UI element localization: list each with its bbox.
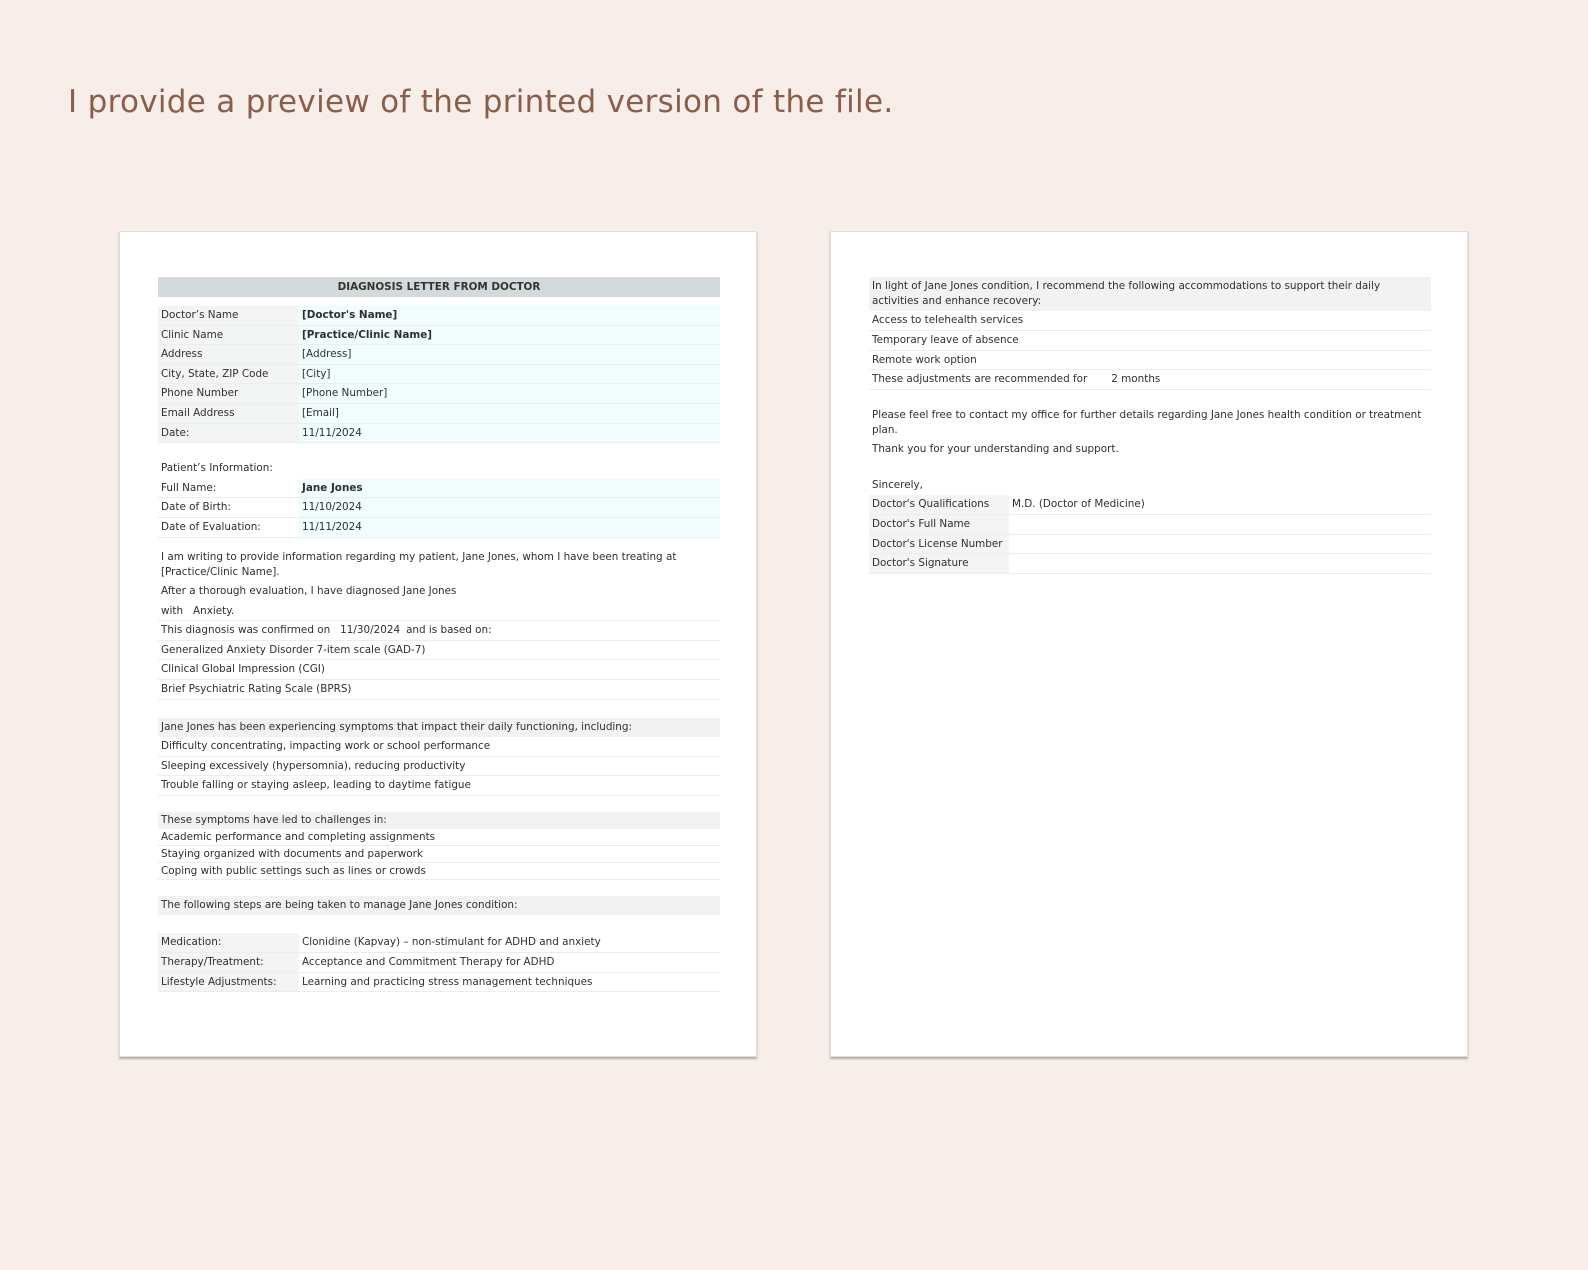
treatment-table: [158, 933, 720, 992]
field-value: [1009, 554, 1431, 573]
field-value: Clonidine (Kapvay) – non-stimulant for ADHD and anxiety: [302, 936, 601, 949]
thanks-line: Thank you for your understanding and support.: [872, 443, 1119, 456]
field-label: Therapy/Treatment:: [158, 953, 299, 972]
duration-value: 2 months: [1111, 373, 1161, 386]
field-label: Address: [158, 345, 299, 364]
field-label: Doctor's Signature: [869, 554, 1009, 573]
signature-row: [869, 535, 1431, 555]
field-value: [Doctor's Name]: [299, 306, 720, 325]
field-value: Learning and practicing stress management techniques: [302, 975, 593, 988]
doctor-row: [158, 404, 720, 424]
signature-row: [869, 515, 1431, 535]
list-item: Trouble falling or staying asleep, leading to daytime fatigue: [158, 776, 720, 796]
letter-title: DIAGNOSIS LETTER FROM DOCTOR: [158, 277, 720, 297]
field-value: [1009, 515, 1431, 534]
with-prefix: with: [161, 604, 184, 617]
field-value: M.D. (Doctor of Medicine): [1012, 498, 1145, 511]
field-label: Medication:: [158, 933, 299, 952]
recommend-intro: In light of Jane Jones condition, I recommend the following accommodations to support their daily activities and enhance recovery:: [869, 277, 1431, 311]
patient-heading: Patient’s Information:: [161, 462, 273, 475]
field-value: 11/11/2024: [299, 424, 720, 443]
field-label: Full Name:: [158, 479, 299, 498]
treatment-row: [158, 973, 720, 993]
field-value: [1009, 535, 1431, 554]
diagnosis-value: Anxiety.: [193, 604, 235, 617]
field-label: City, State, ZIP Code: [158, 365, 299, 384]
patient-row: [158, 498, 720, 518]
field-label: Doctor's Full Name: [869, 515, 1009, 534]
field-value: Acceptance and Commitment Therapy for ADHD: [302, 956, 555, 969]
field-value: Jane Jones: [299, 479, 720, 498]
evaluation-line: After a thorough evaluation, I have diagnosed Jane Jones: [161, 584, 457, 597]
field-label: Doctor’s Name: [158, 306, 299, 325]
treatment-row: [158, 933, 720, 953]
doctor-row: [158, 326, 720, 346]
list-item: Sleeping excessively (hypersomnia), reducing productivity: [158, 757, 720, 777]
confirmed-suffix: and is based on:: [406, 624, 492, 637]
doctor-row: [158, 306, 720, 326]
printed-page-1: [119, 231, 757, 1057]
field-label: Doctor's Qualifications: [869, 495, 1009, 514]
duration-prefix: These adjustments are recommended for: [872, 373, 1088, 386]
list-item: Brief Psychiatric Rating Scale (BPRS): [158, 680, 720, 700]
list-item: Coping with public settings such as lines or crowds: [158, 863, 720, 880]
doctor-row: [158, 384, 720, 404]
list-item: Clinical Global Impression (CGI): [158, 660, 720, 680]
field-label: Email Address: [158, 404, 299, 423]
patient-info-table: [158, 479, 720, 538]
list-item: Generalized Anxiety Disorder 7-item scale (GAD-7): [158, 641, 720, 661]
letter-sheet-2: [869, 277, 1431, 574]
confirmed-date: 11/30/2024: [340, 624, 401, 637]
doctor-row: [158, 424, 720, 444]
field-value: [Practice/Clinic Name]: [299, 326, 720, 345]
field-value: 11/10/2024: [299, 498, 720, 517]
field-value: [Email]: [299, 404, 720, 423]
list-item: Temporary leave of absence: [869, 331, 1431, 351]
doctor-info-table: [158, 306, 720, 443]
field-value: 11/11/2024: [299, 518, 720, 537]
field-label: Date:: [158, 424, 299, 443]
intro-paragraph: I am writing to provide information regarding my patient, Jane Jones, whom I have been treating at [Practice/Clinic Name].: [161, 550, 677, 578]
list-item: Difficulty concentrating, impacting work or school performance: [158, 737, 720, 757]
signature-table: [869, 495, 1431, 573]
treatment-row: [158, 953, 720, 973]
patient-row: [158, 518, 720, 538]
signature-row: [869, 554, 1431, 574]
confirmed-prefix: This diagnosis was confirmed on: [161, 624, 331, 637]
field-label: Date of Birth:: [158, 498, 299, 517]
signature-row: [869, 495, 1431, 515]
patient-row: [158, 479, 720, 499]
list-item: Remote work option: [869, 351, 1431, 371]
printed-page-2: [830, 231, 1468, 1057]
field-value: [Address]: [299, 345, 720, 364]
symptoms-heading: Jane Jones has been experiencing symptoms that impact their daily functioning, including:: [158, 718, 720, 738]
doctor-row: [158, 345, 720, 365]
letter-sheet-1: [158, 277, 720, 992]
challenges-heading: These symptoms have led to challenges in:: [158, 812, 720, 829]
field-label: Clinic Name: [158, 326, 299, 345]
list-item: Staying organized with documents and paperwork: [158, 846, 720, 863]
field-value: [City]: [299, 365, 720, 384]
confirmed-line: [158, 621, 720, 641]
field-label: Doctor's License Number: [869, 535, 1009, 554]
diagnosis-line: [158, 602, 720, 622]
contact-paragraph: Please feel free to contact my office for further details regarding Jane Jones health condition or treatment plan.: [872, 408, 1422, 436]
duration-line: [869, 370, 1431, 390]
list-item: Access to telehealth services: [869, 311, 1431, 331]
field-label: Lifestyle Adjustments:: [158, 973, 299, 992]
steps-heading: The following steps are being taken to manage Jane Jones condition:: [158, 896, 720, 916]
doctor-row: [158, 365, 720, 385]
page-headline: I provide a preview of the printed version of the file.: [68, 84, 894, 120]
field-value: [Phone Number]: [299, 384, 720, 403]
field-label: Phone Number: [158, 384, 299, 403]
list-item: Academic performance and completing assignments: [158, 829, 720, 846]
field-label: Date of Evaluation:: [158, 518, 299, 537]
closing-line: Sincerely,: [872, 478, 923, 491]
